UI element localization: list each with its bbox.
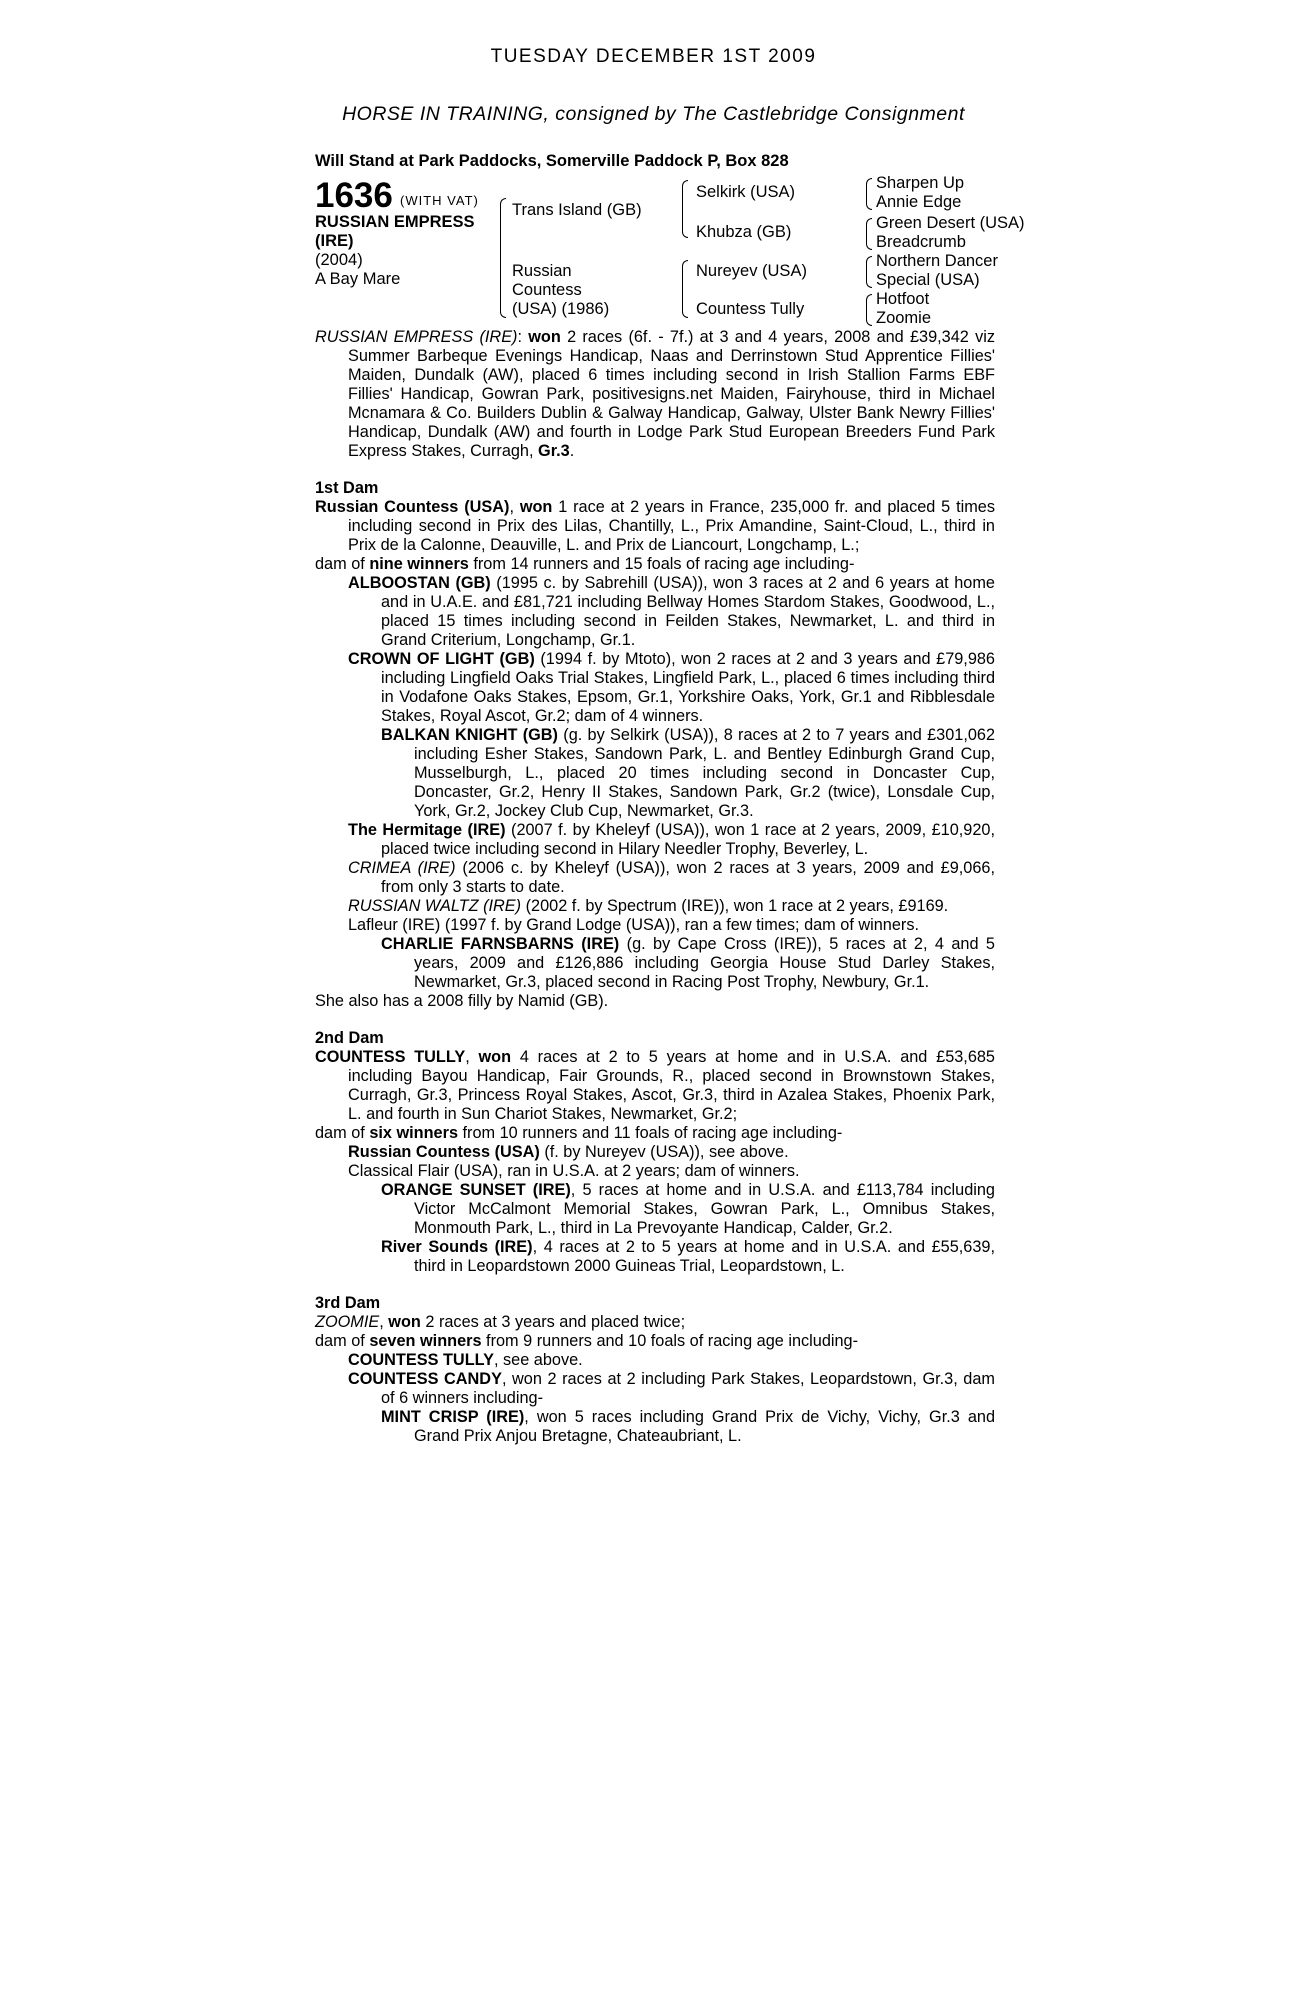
pedigree-ds: Nureyev (USA) <box>696 262 807 280</box>
sale-date: TUESDAY DECEMBER 1ST 2009 <box>490 46 817 67</box>
produce-name: CRIMEA (IRE) <box>348 859 456 877</box>
vat-note: (WITH VAT) <box>400 193 479 208</box>
pedigree-sdd: Breadcrumb <box>876 233 966 251</box>
lot-number: 1636 <box>315 176 393 215</box>
pedigree-dd: Countess Tully <box>696 300 805 318</box>
produce-name: ORANGE SUNSET (IRE) <box>381 1181 571 1199</box>
pedigree-sire: Trans Island (GB) <box>512 201 642 219</box>
stand-location: Will Stand at Park Paddocks, Somerville Paddock P, Box 828 <box>315 152 789 170</box>
produce-text: , 5 races at home and in U.S.A. and £113,784 including Victor McCalmont Memorial Stakes, Gowran Park, L., Omnibus Stakes, Monmouth Park, L., third in La Prevoyante Handicap, Calder, Gr.2. <box>414 1181 995 1237</box>
third-dam-text: 2 races at 3 years and placed twice; <box>420 1313 686 1331</box>
third-dam-won: won <box>388 1313 421 1331</box>
third-dam-heading: 3rd Dam <box>315 1294 381 1312</box>
produce-orange-sunset <box>381 1181 995 1238</box>
second-dam-heading: 2nd Dam <box>315 1029 384 1047</box>
produce-crown-of-light <box>348 650 995 726</box>
record-paragraph: RUSSIAN EMPRESS (IRE): won 2 races (6f. - 7f.) at 3 and 4 years, 2008 and £39,342 viz Summer Barbeque Evenings Handicap, Naas and Derrinstown Stud Apprentice Fillies' Maiden, Dundalk (AW), placed 6 times including second in Irish Stallion Farms EBF Fillies' Handicap, Gowran Park, positivesigns.net Maiden, Fairyhouse, third in Michael Mcnamara & Co. Builders Dublin & Galway Handicap, Galway, Ulster Bank Newry Fillies' Handicap, Dundalk (AW) and fourth in Lodge Park Stud European Breeders Fund Park Express Stakes, Curragh, Gr.3. <box>315 328 995 460</box>
horse-description: A Bay Mare <box>315 270 401 288</box>
record-won: won <box>528 328 561 346</box>
produce-text: (f. by Nureyev (USA)), see above. <box>539 1143 789 1161</box>
second-dam-won: won <box>478 1048 512 1066</box>
produce-text: , see above. <box>493 1351 583 1369</box>
produce-the-hermitage <box>348 821 995 859</box>
first-dam-note: She also has a 2008 filly by Namid (GB). <box>315 992 609 1010</box>
produce-classical-flair: Classical Flair (USA), ran in U.S.A. at 2 years; dam of winners. <box>348 1162 800 1180</box>
pedigree-brace-3c <box>866 256 872 288</box>
produce-name: MINT CRISP (IRE) <box>381 1408 525 1426</box>
produce-name: COUNTESS TULLY <box>348 1351 494 1369</box>
pedigree-dss: Northern Dancer <box>876 252 998 270</box>
pedigree-brace-2b <box>682 260 688 318</box>
produce-countess-tully <box>348 1351 995 1370</box>
first-dam-name: Russian Countess (USA) <box>315 498 510 516</box>
pedigree-sd: Khubza (GB) <box>696 223 792 241</box>
produce-name: CROWN OF LIGHT (GB) <box>348 650 535 668</box>
produce-text: , won 2 races at 2 including Park Stakes, Leopardstown, Gr.3, dam of 6 winners including- <box>381 1370 995 1407</box>
pedigree-brace-2a <box>682 180 688 238</box>
produce-russian-countess <box>348 1143 995 1162</box>
produce-river-sounds <box>381 1238 995 1276</box>
record-text-end: . <box>569 442 575 460</box>
produce-charlie-farnsbarns <box>381 935 995 992</box>
produce-name: CHARLIE FARNSBARNS (IRE) <box>381 935 620 953</box>
produce-text: (2002 f. by Spectrum (IRE)), won 1 race at 2 years, £9169. <box>521 897 949 915</box>
produce-name: COUNTESS CANDY <box>348 1370 502 1388</box>
damof-winners: nine winners <box>369 555 469 573</box>
produce-balkan-knight <box>381 726 995 821</box>
pedigree-sss: Sharpen Up <box>876 174 965 192</box>
produce-crimea <box>348 859 995 897</box>
pedigree-brace-3b <box>866 218 872 250</box>
damof-suffix: from 9 runners and 10 foals of racing age including- <box>481 1332 859 1350</box>
second-dam-name: COUNTESS TULLY <box>315 1048 466 1066</box>
produce-text: (2006 c. by Kheleyf (USA)), won 2 races at 3 years, 2009 and £9,066, from only 3 starts to date. <box>381 859 995 896</box>
horse-year: (2004) <box>315 251 363 269</box>
race-record <box>315 328 995 1446</box>
pedigree-brace-3a <box>866 178 872 210</box>
produce-name: BALKAN KNIGHT (GB) <box>381 726 558 744</box>
damof-suffix: from 14 runners and 15 foals of racing age including- <box>468 555 855 573</box>
damof-suffix: from 10 runners and 11 foals of racing age including- <box>458 1124 843 1142</box>
produce-name: RUSSIAN WALTZ (IRE) <box>348 897 522 915</box>
pedigree-brace-3d <box>866 294 872 326</box>
damof-prefix: dam of <box>315 1124 370 1142</box>
produce-name: River Sounds (IRE) <box>381 1238 533 1256</box>
produce-text: (1994 f. by Mtoto), won 2 races at 2 and 3 years and £79,986 including Lingfield Oaks Trial Stakes, Lingfield Park, L., placed 6 times including third in Vodafone Oaks Stakes, Epsom, Gr.1, Yorkshire Oaks, York, Gr.1 and Ribblesdale Stakes, Royal Ascot, Gr.2; dam of 4 winners. <box>381 650 995 725</box>
damof-winners: six winners <box>369 1124 458 1142</box>
produce-text: (2007 f. by Kheleyf (USA)), won 1 race at 2 years, 2009, £10,920, placed twice including second in Hilary Needler Trophy, Beverley, L. <box>381 821 995 858</box>
produce-text: (g. by Selkirk (USA)), 8 races at 2 to 7 years and £301,062 including Esher Stakes, Sandown Park, L. and Bentley Edinburgh Grand Cup, Musselburgh, L., placed 20 times including second in Doncaster Cup, Doncaster, Gr.2, Henry II Stakes, Sandown Park, Gr.2 (twice), Lonsdale Cup, York, Gr.2, Jockey Club Cup, Newmarket, Gr.3. <box>414 726 996 820</box>
horse-name: RUSSIAN EMPRESS (IRE) <box>315 213 475 250</box>
pedigree-dam: Russian Countess (USA) (1986) <box>512 262 610 318</box>
pedigree-ssd: Annie Edge <box>876 193 962 211</box>
second-dam-produce-summary <box>315 1124 995 1143</box>
first-dam-text: 1 race at 2 years in France, 235,000 fr. and placed 5 times including second in Prix des Lilas, Chantilly, L., Prix Amandine, Saint-Cloud, L., third in Prix de la Calonne, Deauville, L. and Prix de Liancourt, Longchamp, L.; <box>348 498 995 554</box>
damof-winners: seven winners <box>369 1332 482 1350</box>
first-dam-won: won <box>519 498 553 516</box>
first-dam-heading: 1st Dam <box>315 479 379 497</box>
third-dam-record: ZOOMIE, won 2 races at 3 years and placed twice; <box>315 1313 686 1331</box>
record-text: 2 races (6f. - 7f.) at 3 and 4 years, 2008 and £39,342 viz Summer Barbeque Evenings Handicap, Naas and Derrinstown Stud Apprentice Fillies' Maiden, Dundalk (AW), placed 6 times including second in Irish Stallion Farms EBF Fillies' Handicap, Gowran Park, positivesigns.net Maiden, Fairyhouse, third in Michael Mcnamara & Co. Builders Dublin & Galway Handicap, Galway, Ulster Bank Newry Fillies' Handicap, Dundalk (AW) and fourth in Lodge Park Stud European Breeders Fund Park Express Stakes, Curragh, <box>348 328 995 460</box>
pedigree-dsd: Special (USA) <box>876 271 980 289</box>
pedigree-dds: Hotfoot <box>876 290 930 308</box>
produce-name: Russian Countess (USA) <box>348 1143 540 1161</box>
second-dam-record: COUNTESS TULLY, won 4 races at 2 to 5 years at home and in U.S.A. and £53,685 including Bayou Handicap, Fair Grounds, R., placed second in Brownstown Stakes, Curragh, Gr.3, Princess Royal Stakes, Ascot, Gr.3, third in Azalea Stakes, Phoenix Park, L. and fourth in Sun Chariot Stakes, Newmarket, Gr.2; <box>315 1048 995 1123</box>
first-dam-produce-summary <box>315 555 995 574</box>
produce-text: (1995 c. by Sabrehill (USA)), won 3 races at 2 and 6 years at home and in U.A.E. and £81,721 including Bellway Homes Stardom Stakes, Goodwood, L., placed 15 times including second in Feilden Stakes, Newmarket, L. and third in Grand Criterium, Longchamp, Gr.1. <box>381 574 995 649</box>
produce-countess-candy <box>348 1370 995 1408</box>
produce-mint-crisp <box>381 1408 995 1446</box>
pedigree-ss: Selkirk (USA) <box>696 183 796 201</box>
produce-text: (g. by Cape Cross (IRE)), 5 races at 2, 4 and 5 years, 2009 and £126,886 including Georgia House Stud Darley Stakes, Newmarket, Gr.3, placed second in Racing Post Trophy, Newbury, Gr.1. <box>414 935 995 991</box>
pedigree-sds: Green Desert (USA) <box>876 214 1025 232</box>
produce-name: The Hermitage (IRE) <box>348 821 506 839</box>
second-dam-text: 4 races at 2 to 5 years at home and in U.S.A. and £53,685 including Bayou Handicap, Fair Grounds, R., placed second in Brownstown Stakes, Curragh, Gr.3, Princess Royal Stakes, Ascot, Gr.3, third in Azalea Stakes, Phoenix Park, L. and fourth in Sun Chariot Stakes, Newmarket, Gr.2; <box>348 1048 995 1123</box>
third-dam-name: ZOOMIE <box>315 1313 380 1331</box>
record-grade: Gr.3 <box>538 442 570 460</box>
record-horse-name: RUSSIAN EMPRESS (IRE) <box>315 328 518 346</box>
produce-text: , won 5 races including Grand Prix de Vichy, Vichy, Gr.3 and Grand Prix Anjou Bretagne, Chateaubriant, L. <box>414 1408 995 1445</box>
produce-name: ALBOOSTAN (GB) <box>348 574 491 592</box>
third-dam-produce-summary <box>315 1332 995 1351</box>
produce-alboostan <box>348 574 995 650</box>
consignment-line: HORSE IN TRAINING, consigned by The Castlebridge Consignment <box>342 103 965 125</box>
pedigree-ddd: Zoomie <box>876 309 932 327</box>
damof-prefix: dam of <box>315 555 370 573</box>
horse-year-sex <box>315 251 400 289</box>
produce-text: , 4 races at 2 to 5 years at home and in U.S.A. and £55,639, third in Leopardstown 2000 Guineas Trial, Leopardstown, L. <box>414 1238 995 1275</box>
first-dam-record: Russian Countess (USA), won 1 race at 2 years in France, 235,000 fr. and placed 5 times including second in Prix des Lilas, Chantilly, L., Prix Amandine, Saint-Cloud, L., third in Prix de la Calonne, Deauville, L. and Prix de Liancourt, Longchamp, L.; <box>315 498 995 554</box>
pedigree-brace-1 <box>500 198 506 318</box>
damof-prefix: dam of <box>315 1332 370 1350</box>
produce-lafleur: Lafleur (IRE) (1997 f. by Grand Lodge (USA)), ran a few times; dam of winners. <box>348 916 919 934</box>
produce-russian-waltz <box>348 897 995 916</box>
